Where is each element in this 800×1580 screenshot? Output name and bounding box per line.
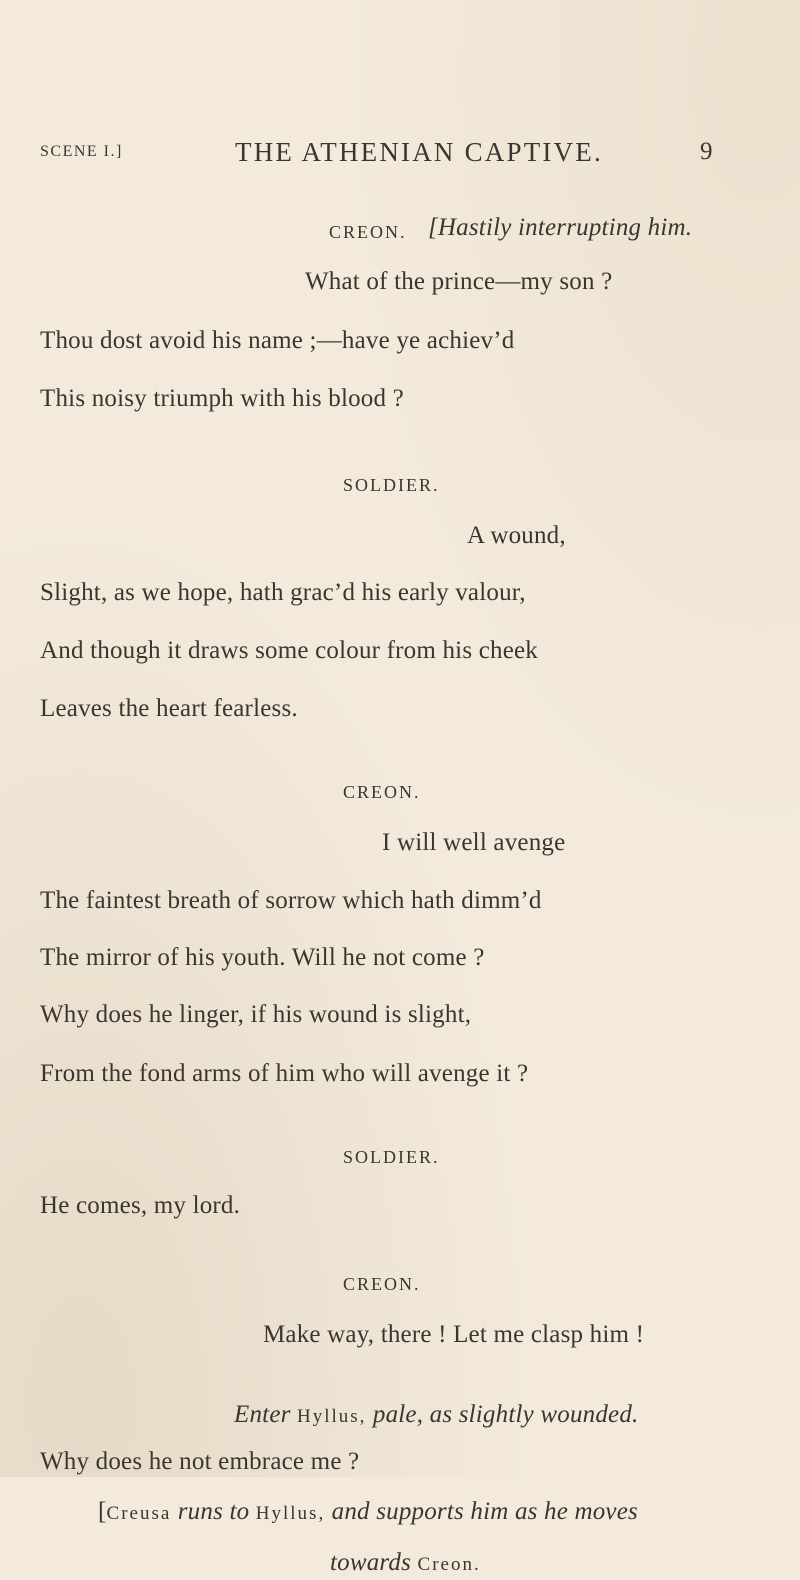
direction-text: runs to: [177, 1498, 250, 1525]
verse-line: Make way, there ! Let me clasp him !: [263, 1321, 645, 1348]
character-name-creusa: Creusa: [106, 1503, 172, 1524]
verse-line: I will well avenge: [382, 829, 566, 856]
character-name-creon: Creon.: [417, 1554, 481, 1575]
verse-line: Why does he not embrace me ?: [40, 1448, 360, 1475]
character-name-hyllus: Hyllus,: [297, 1406, 367, 1427]
speaker-creon: CREON.: [329, 222, 407, 242]
verse-line: This noisy triumph with his blood ?: [40, 385, 404, 412]
enter-description: pale, as slightly wounded.: [372, 1401, 639, 1428]
character-name-hyllus: Hyllus,: [255, 1503, 326, 1524]
stage-direction-action: [98, 1497, 638, 1529]
bracket: [: [98, 1498, 107, 1525]
speaker-soldier: SOLDIER.: [343, 1147, 440, 1167]
direction-text: and supports him as he moves: [331, 1498, 638, 1525]
stage-direction-enter: [234, 1400, 639, 1432]
speaker-soldier: SOLDIER.: [343, 475, 440, 495]
verse-line: From the fond arms of him who will avenge it ?: [40, 1060, 529, 1087]
speaker-creon: CREON.: [343, 1274, 421, 1294]
enter-word: Enter: [234, 1401, 291, 1428]
verse-line: Leaves the heart fearless.: [40, 695, 298, 722]
verse-line: The mirror of his youth. Will he not come ?: [40, 944, 485, 971]
page-number: 9: [700, 138, 713, 165]
verse-line: A wound,: [467, 522, 566, 549]
verse-line: Thou dost avoid his name ;—have ye achiev’d: [40, 327, 515, 354]
page-title: THE ATHENIAN CAPTIVE.: [235, 137, 603, 167]
stage-direction: [Hastily interrupting him.: [428, 214, 693, 241]
verse-line: Slight, as we hope, hath grac’d his early valour,: [40, 579, 526, 606]
verse-line: What of the prince—my son ?: [305, 268, 613, 295]
speaker-creon: CREON.: [343, 782, 421, 802]
stage-direction-action: [330, 1548, 481, 1580]
scene-label: SCENE I.]: [40, 143, 123, 160]
verse-line: And though it draws some colour from his cheek: [40, 637, 538, 664]
direction-text: towards: [330, 1549, 412, 1576]
verse-line: He comes, my lord.: [40, 1192, 241, 1219]
verse-line: The faintest breath of sorrow which hath dimm’d: [40, 887, 542, 914]
verse-line: Why does he linger, if his wound is slight,: [40, 1001, 472, 1028]
